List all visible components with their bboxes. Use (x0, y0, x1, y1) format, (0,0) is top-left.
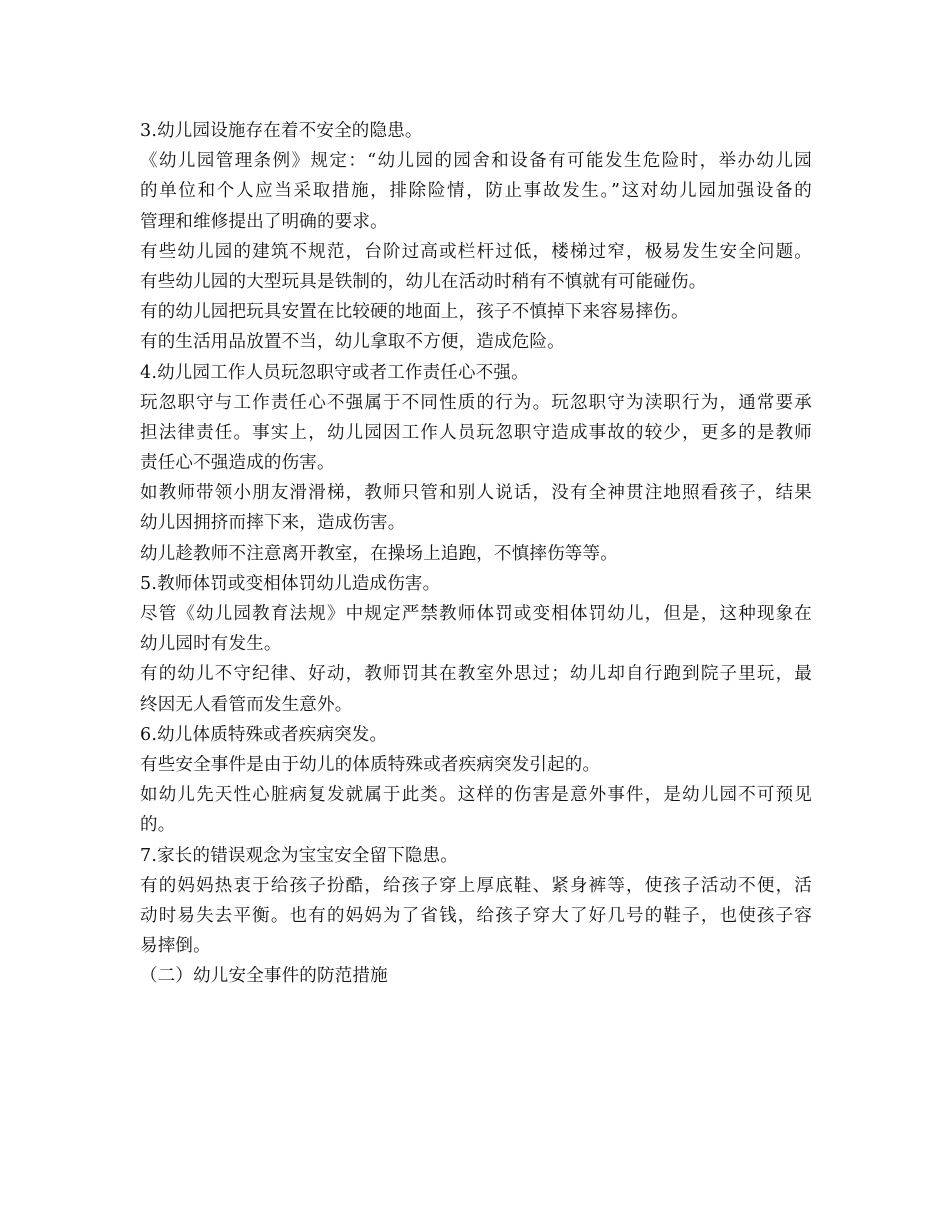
paragraph-line: 的单位和个人应当采取措施，排除险情，防止事故发生。”这对幼儿园加强设备的 (140, 181, 812, 202)
paragraph-line: 幼儿趁教师不注意离开教室，在操场上追跑，不慎摔伤等等。 (140, 543, 618, 564)
paragraph-line: 如教师带领小朋友滑滑梯，教师只管和别人说话，没有全神贯注地照看孩子，结果 (140, 483, 812, 504)
paragraph-line: 有些幼儿园的大型玩具是铁制的，幼儿在活动时稍有不慎就有可能碰伤。 (140, 271, 707, 292)
paragraph-line: 玩忽职守与工作责任心不强属于不同性质的行为。玩忽职守为渎职行为，通常要承 (140, 392, 812, 413)
paragraph-line: 易摔倒。 (140, 936, 211, 957)
paragraph-line: 的。 (140, 815, 176, 836)
paragraph-line: 动时易失去平衡。也有的妈妈为了省钱，给孩子穿大了好几号的鞋子，也使孩子容 (140, 905, 812, 926)
paragraph-line: 有的生活用品放置不当，幼儿拿取不方便，造成危险。 (140, 332, 565, 353)
heading-item-3: 3.幼儿园设施存在着不安全的隐患。 (140, 121, 423, 141)
paragraph-line: 幼儿园时有发生。 (140, 634, 282, 655)
paragraph-line: 幼儿因拥挤而摔下来，造成伤害。 (140, 513, 406, 534)
paragraph-line: 有的妈妈热衷于给孩子扮酷，给孩子穿上厚底鞋、紧身裤等，使孩子活动不便，活 (140, 875, 812, 896)
paragraph-line: 有些安全事件是由于幼儿的体质特殊或者疾病突发引起的。 (140, 754, 601, 775)
heading-item-5: 5.教师体罚或变相体罚幼儿造成伤害。 (140, 573, 441, 594)
paragraph-line: 有的幼儿园把玩具安置在比较硬的地面上，孩子不慎掉下来容易摔伤。 (140, 302, 689, 323)
paragraph-line: 有的幼儿不守纪律、好动，教师罚其在教室外思过；幼儿却自行跑到院子里玩，最 (140, 664, 812, 685)
heading-item-6: 6.幼儿体质特殊或者疾病突发。 (140, 724, 388, 745)
paragraph-line: 尽管《幼儿园教育法规》中规定严禁教师体罚或变相体罚幼儿，但是，这种现象在 (140, 604, 812, 624)
paragraph-line: 担法律责任。事实上，幼儿园因工作人员玩忽职守造成事故的较少，更多的是教师 (140, 422, 812, 443)
paragraph-line: 有些幼儿园的建筑不规范，台阶过高或栏杆过低，楼梯过窄，极易发生安全问题。 (140, 241, 812, 262)
paragraph-line: 终因无人看管而发生意外。 (140, 694, 353, 715)
paragraph-line: 如幼儿先天性心脏病复发就属于此类。这样的伤害是意外事件，是幼儿园不可预见 (140, 785, 812, 806)
paragraph-line: 管理和维修提出了明确的要求。 (140, 211, 388, 232)
paragraph-line: 《幼儿园管理条例》规定：“幼儿园的园舍和设备有可能发生危险时，举办幼儿园 (140, 151, 812, 172)
section-heading: （二）幼儿安全事件的防范措施 (140, 966, 388, 987)
heading-item-4: 4.幼儿园工作人员玩忽职守或者工作责任心不强。 (140, 362, 529, 383)
document-body (140, 116, 812, 991)
heading-item-7: 7.家长的错误观念为宝宝安全留下隐患。 (140, 845, 458, 866)
paragraph-line: 责任心不强造成的伤害。 (140, 453, 335, 474)
